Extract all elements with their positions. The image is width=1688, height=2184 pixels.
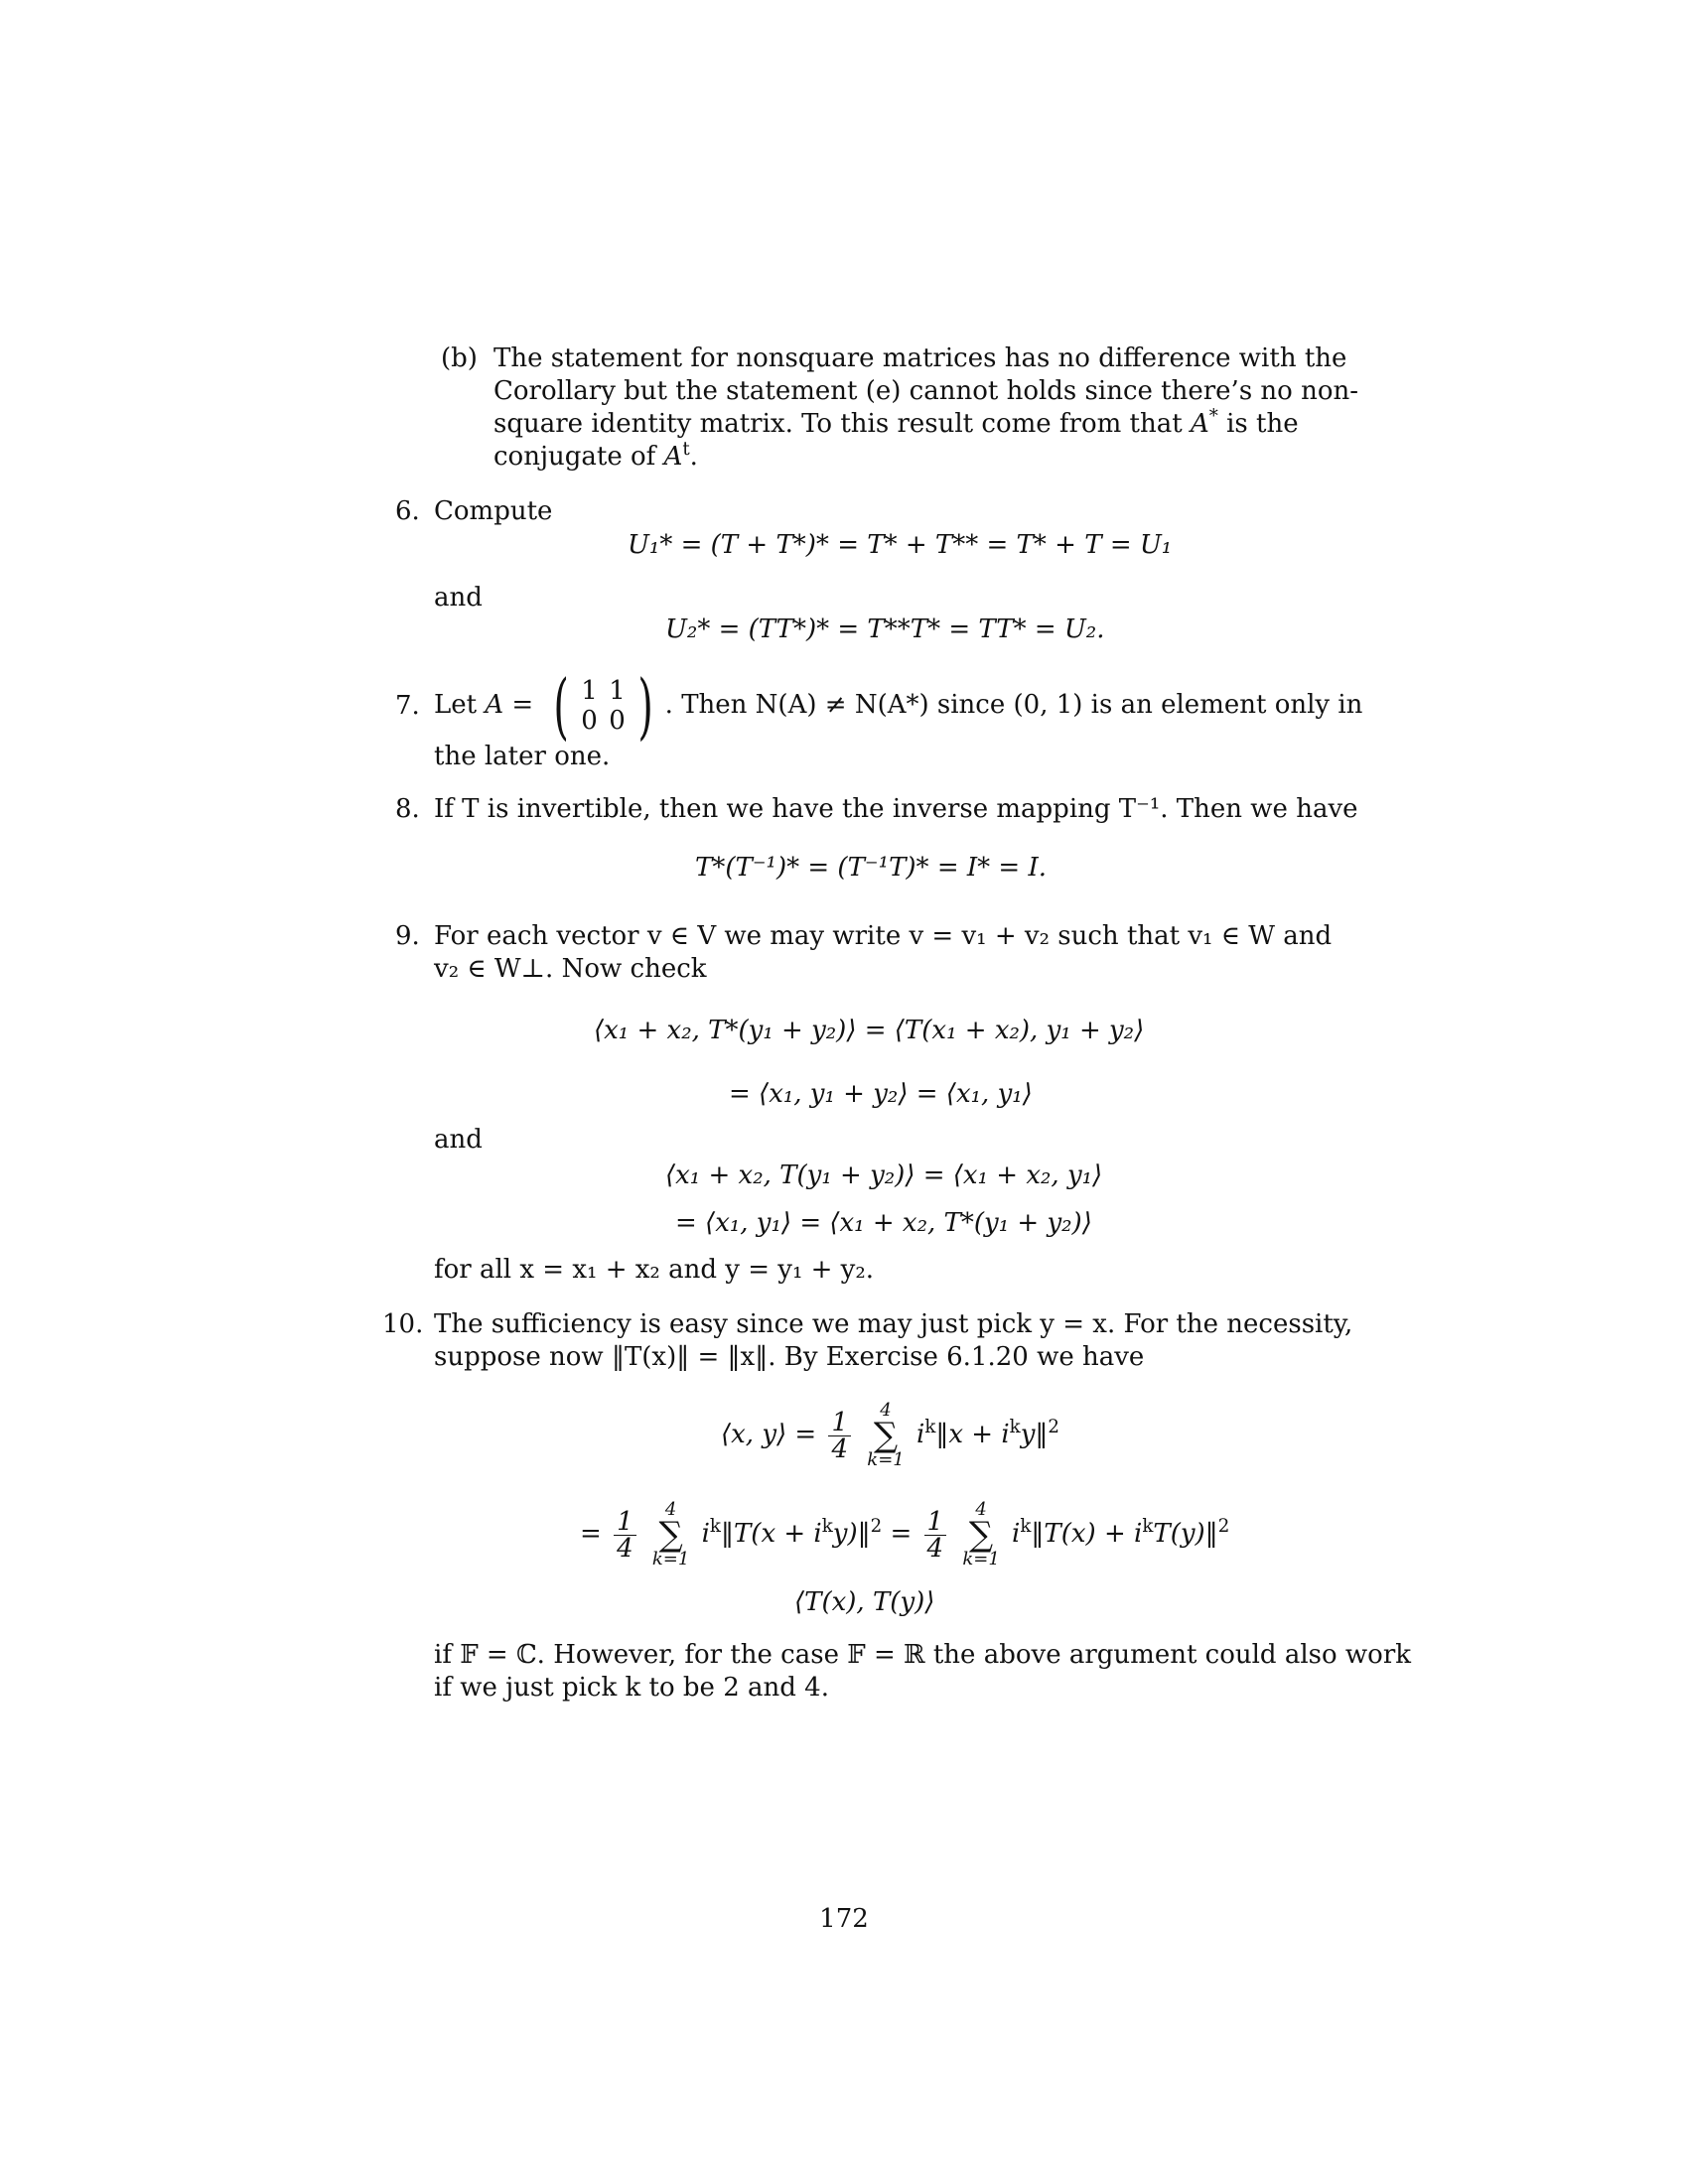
item-9-line-1: For each vector v ∈ V we may write v = v₁ + v₂ such that v₁ ∈ W and: [434, 921, 1333, 951]
item-8-label: 8.: [395, 794, 420, 824]
item-10-line-2: suppose now ‖T(x)‖ = ‖x‖. By Exercise 6.1.20 we have: [434, 1342, 1145, 1372]
item-9-line-2: v₂ ∈ W⊥. Now check: [434, 954, 707, 984]
item-9-equation-3: ⟨x₁ + x₂, T(y₁ + y₂)⟩ = ⟨x₁ + x₂, y₁⟩: [665, 1160, 1103, 1190]
item-b-line-4: conjugate of $A^t$.: [493, 439, 698, 472]
item-9-label: 9.: [395, 921, 420, 951]
item-7-label: 7.: [395, 691, 420, 721]
item-8-text: If T is invertible, then we have the inverse mapping T⁻¹. Then we have: [434, 794, 1358, 824]
item-b-line-1: The statement for nonsquare matrices has no difference with the: [493, 343, 1347, 373]
item-6-equation-1: U₁* = (T + T*)* = T* + T** = T* + T = U₁: [628, 530, 1173, 560]
item-b-line-2: Corollary but the statement (e) cannot holds since there’s no non-: [493, 376, 1359, 406]
item-b-label: (b): [441, 343, 478, 373]
item-10-line-3: if 𝔽 = ℂ. However, for the case 𝔽 = ℝ the above argument could also work: [434, 1640, 1412, 1670]
item-10-line-4: if we just pick k to be 2 and 4.: [434, 1673, 829, 1703]
item-b-line-3: square identity matrix. To this result come from that A* is the: [493, 406, 1299, 439]
item-7-line-2: the later one.: [434, 742, 611, 771]
page-number: 172: [819, 1904, 869, 1934]
item-10-line-1: The sufficiency is easy since we may just pick y = x. For the necessity,: [434, 1309, 1353, 1339]
item-10-equation-2: = $\frac{1}{4}$ 4 ∑ k=1 $i^k‖T(x$ + $i^ky)‖^2$ = $\frac{1}{4}$ 4 ∑ k=1 $i^k‖T(x)$ + $i^kT(y)‖^2$: [580, 1499, 1230, 1570]
item-10-equation-1: ⟨x, y⟩ = $\frac{1}{4}$ 4 ∑ k=1 $i^k‖x$ + $i^ky‖^2$: [721, 1400, 1059, 1470]
item-6-and: and: [434, 583, 483, 613]
item-9-equation-4: = ⟨x₁, y₁⟩ = ⟨x₁ + x₂, T*(y₁ + y₂)⟩: [675, 1208, 1092, 1238]
item-9-and: and: [434, 1125, 483, 1155]
item-9-equation-2: = ⟨x₁, y₁ + y₂⟩ = ⟨x₁, y₁⟩: [729, 1079, 1033, 1109]
item-9-line-3: for all x = x₁ + x₂ and y = y₁ + y₂.: [434, 1255, 875, 1285]
item-8-equation: T*(T⁻¹)* = (T⁻¹T)* = I* = I.: [695, 853, 1047, 883]
item-7-line-1: Let A = ( 1 1 0 0 ) . Then N(A) ≠ N(A*) since (0, 1) is an element only in: [434, 664, 1363, 748]
item-6-label: 6.: [395, 496, 420, 526]
item-6-text: Compute: [434, 496, 553, 526]
item-6-equation-2: U₂* = (TT*)* = T**T* = TT* = U₂.: [665, 614, 1105, 644]
matrix-a: ( 1 1 0 0 ): [553, 664, 653, 748]
item-10-label: 10.: [382, 1309, 424, 1339]
item-10-equation-3: ⟨T(x), T(y)⟩: [794, 1587, 935, 1617]
item-9-equation-1: ⟨x₁ + x₂, T*(y₁ + y₂)⟩ = ⟨T(x₁ + x₂), y₁ + y₂⟩: [594, 1016, 1145, 1045]
